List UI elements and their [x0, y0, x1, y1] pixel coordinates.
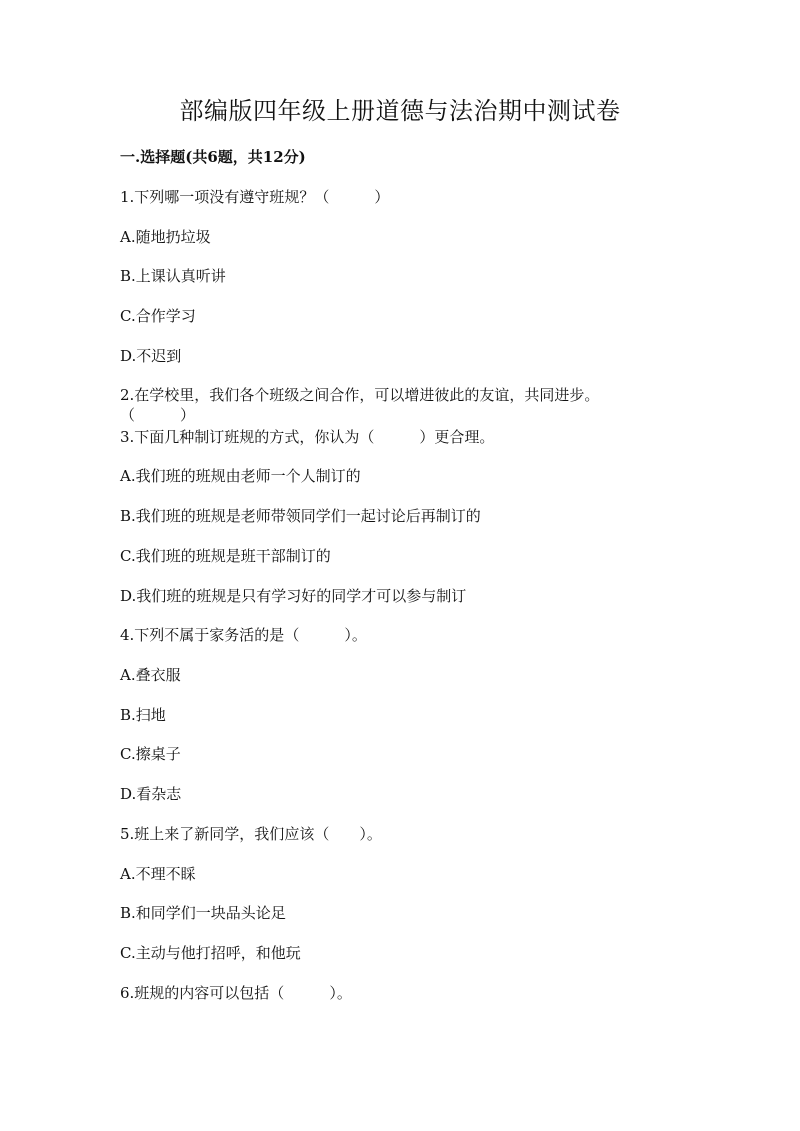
question-4-stem: 4.下列不属于家务活的是（ ）。 — [120, 626, 367, 644]
question-3-option-d: D.我们班的班规是只有学习好的同学才可以参与制订 — [120, 587, 467, 605]
question-1-option-b: B.上课认真听讲 — [120, 267, 226, 285]
question-4-option-a: A.叠衣服 — [120, 666, 181, 684]
question-2-answer-blank: （ ） — [120, 406, 196, 424]
question-1-stem: 1.下列哪一项没有遵守班规？（ ） — [120, 188, 390, 206]
question-5-option-b: B.和同学们一块品头论足 — [120, 904, 286, 922]
question-6-stem: 6.班规的内容可以包括（ ）。 — [120, 984, 352, 1002]
question-3-option-c: C.我们班的班规是班干部制订的 — [120, 547, 331, 565]
question-4-option-c: C.擦桌子 — [120, 745, 181, 763]
question-1-option-d: D.不迟到 — [120, 347, 182, 365]
question-5-option-a: A.不理不睬 — [120, 865, 196, 883]
question-5-option-c: C.主动与他打招呼，和他玩 — [120, 944, 301, 962]
question-5-stem: 5.班上来了新同学，我们应该（ ）。 — [120, 825, 382, 843]
question-3-stem: 3.下面几种制订班规的方式，你认为（ ）更合理。 — [120, 428, 495, 446]
question-4-option-d: D.看杂志 — [120, 785, 182, 803]
section-heading: 一.选择题(共6题，共12分) — [120, 148, 306, 166]
question-1-option-c: C.合作学习 — [120, 307, 196, 325]
question-3-option-a: A.我们班的班规由老师一个人制订的 — [120, 467, 361, 485]
question-3-option-b: B.我们班的班规是老师带领同学们一起讨论后再制订的 — [120, 507, 481, 525]
question-4-option-b: B.扫地 — [120, 706, 166, 724]
question-1-option-a: A.随地扔垃圾 — [120, 228, 211, 246]
page-title: 部编版四年级上册道德与法治期中测试卷 — [179, 97, 621, 125]
question-2-stem: 2.在学校里，我们各个班级之间合作，可以增进彼此的友谊，共同进步。 — [120, 386, 600, 404]
